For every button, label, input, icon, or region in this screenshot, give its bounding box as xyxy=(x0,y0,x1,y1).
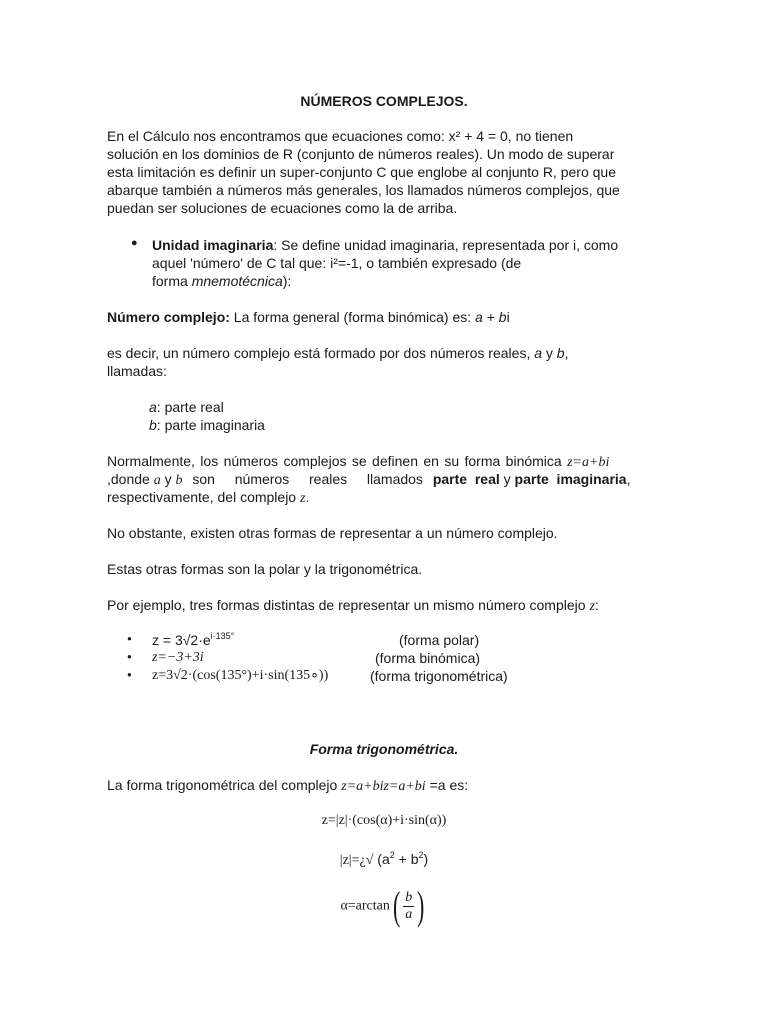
unidad-text: forma xyxy=(152,273,192,289)
normalmente-text: ,donde xyxy=(107,471,154,487)
var-b: b xyxy=(175,473,183,488)
parte-real-item xyxy=(149,398,224,416)
parte-label: : parte real xyxy=(156,399,224,415)
bullet-icon: ● xyxy=(131,237,138,249)
mnemotecnica-text: mnemotécnica xyxy=(191,273,283,289)
fraction-denominator: a xyxy=(405,906,413,922)
normalmente-text: , xyxy=(626,471,631,487)
es-decir-text: y xyxy=(542,345,557,361)
equation-argument xyxy=(0,882,768,928)
exponent: 2 xyxy=(418,850,424,860)
forma-trigonometrica-formula: z=3√2·(cos(135°)+i·sin(135∘)) xyxy=(152,668,329,683)
equation-trig: z=|z|·(cos(α)+i·sin(α)) xyxy=(321,813,447,828)
unidad-text: : Se define unidad imaginaria, representada por i, como xyxy=(273,237,619,253)
normalmente-line xyxy=(107,452,609,472)
es-decir-line xyxy=(107,344,568,362)
modulus-text: (a xyxy=(373,851,390,867)
var-b: b xyxy=(556,345,565,361)
es-decir-text: es decir, un número complejo está formado por dos números reales, xyxy=(107,345,535,361)
formula-a: a xyxy=(475,309,483,325)
parte-label: : parte imaginaria xyxy=(156,417,265,433)
bullet-icon: ● xyxy=(127,652,132,661)
argument-lhs: α=arctan xyxy=(340,898,390,914)
forma-trig-text: La forma trigonométrica del complejo xyxy=(107,777,342,793)
numero-complejo-term: Número complejo: xyxy=(107,309,230,325)
numero-complejo-text: La forma general (forma binómica) es: xyxy=(229,309,476,325)
parte-real-term: parte real xyxy=(432,471,500,487)
modulus-text: ) xyxy=(423,851,429,867)
es-decir-line: llamadas: xyxy=(107,363,167,379)
formula-plus: + xyxy=(482,309,499,325)
normalmente-text: . xyxy=(305,489,310,505)
fraction xyxy=(403,890,414,923)
section-title: Forma trigonométrica. xyxy=(309,741,459,757)
forma-polar-formula xyxy=(152,631,234,651)
unidad-line xyxy=(152,236,618,254)
por-ejemplo-line xyxy=(107,596,599,616)
bullet-icon: ● xyxy=(127,634,132,643)
forma-binomica-label: (forma binómica) xyxy=(375,650,481,666)
unidad-line xyxy=(152,272,291,290)
polar-exponent: i·135° xyxy=(210,631,235,641)
modulus-text: + b xyxy=(394,851,419,867)
normalmente-text: son números reales llamados xyxy=(182,471,433,487)
forma-trig-intro-line xyxy=(107,776,468,796)
var-a: a xyxy=(534,345,543,361)
paren-right: ) xyxy=(417,883,425,929)
forma-trigonometrica-label: (forma trigonométrica) xyxy=(370,668,508,684)
var-a: a xyxy=(153,473,161,488)
forma-trig-text: =a es: xyxy=(425,777,469,793)
forma-binomica-formula: z=−3+3i xyxy=(152,650,204,665)
page-title: NÚMEROS COMPLEJOS. xyxy=(300,93,468,109)
normalmente-text: Normalmente, los números complejos se definen en su forma binómica xyxy=(107,453,568,469)
no-obstante-line: No obstante, existen otras formas de representar a un número complejo. xyxy=(107,525,558,541)
normalmente-text: respectivamente, del complejo xyxy=(107,489,300,505)
intro-line: En el Cálculo nos encontramos que ecuaciones como: x² + 4 = 0, no tienen xyxy=(107,128,574,144)
por-ejemplo-text: Por ejemplo, tres formas distintas de representar un mismo número complejo xyxy=(107,597,590,613)
formula-b: b xyxy=(498,309,507,325)
normalmente-text: y xyxy=(499,471,515,487)
var-b: b xyxy=(149,417,157,433)
intro-line: esta limitación es definir un super-conjunto C que englobe al conjunto R, pero que xyxy=(107,164,616,180)
var-a: a xyxy=(149,399,157,415)
exponent: 2 xyxy=(389,850,395,860)
estas-otras-line: Estas otras formas son la polar y la trigonométrica. xyxy=(107,561,423,577)
paren-left: ( xyxy=(392,883,401,929)
formula-i: i xyxy=(506,309,510,325)
es-decir-text: , xyxy=(564,345,569,361)
equation-modulus xyxy=(0,850,768,870)
numero-complejo-line xyxy=(107,308,510,326)
var-z: z xyxy=(589,599,595,614)
polar-formula-text: z = 3√2·e xyxy=(152,632,211,648)
normalmente-line xyxy=(107,488,309,508)
por-ejemplo-text: : xyxy=(594,597,599,613)
modulus-lhs: |z|=¿√ xyxy=(339,853,374,868)
unidad-line: aquel 'número' de C tal que: i²=-1, o también expresado (de xyxy=(152,255,522,271)
parte-imaginaria-term: parte imaginaria xyxy=(514,471,627,487)
unidad-text: ): xyxy=(282,273,292,289)
parte-imaginaria-item xyxy=(149,416,265,434)
bullet-icon: ● xyxy=(127,670,132,679)
normalmente-line xyxy=(107,470,662,490)
normalmente-text: y xyxy=(160,471,176,487)
intro-line: puedan ser soluciones de ecuaciones como la de arriba. xyxy=(107,200,458,216)
binomial-formula: z=a+bi xyxy=(567,455,610,470)
intro-line: abarque también a números más generales, los llamados números complejos, que xyxy=(107,182,620,198)
fraction-numerator: b xyxy=(405,889,413,905)
forma-trig-formula: z=a+biz=a+bi xyxy=(341,779,426,794)
forma-polar-label: (forma polar) xyxy=(399,632,480,648)
var-z: z xyxy=(300,491,306,506)
intro-line: solución en los dominios de R (conjunto de números reales). Un modo de superar xyxy=(107,146,615,162)
unidad-term: Unidad imaginaria xyxy=(152,237,274,253)
